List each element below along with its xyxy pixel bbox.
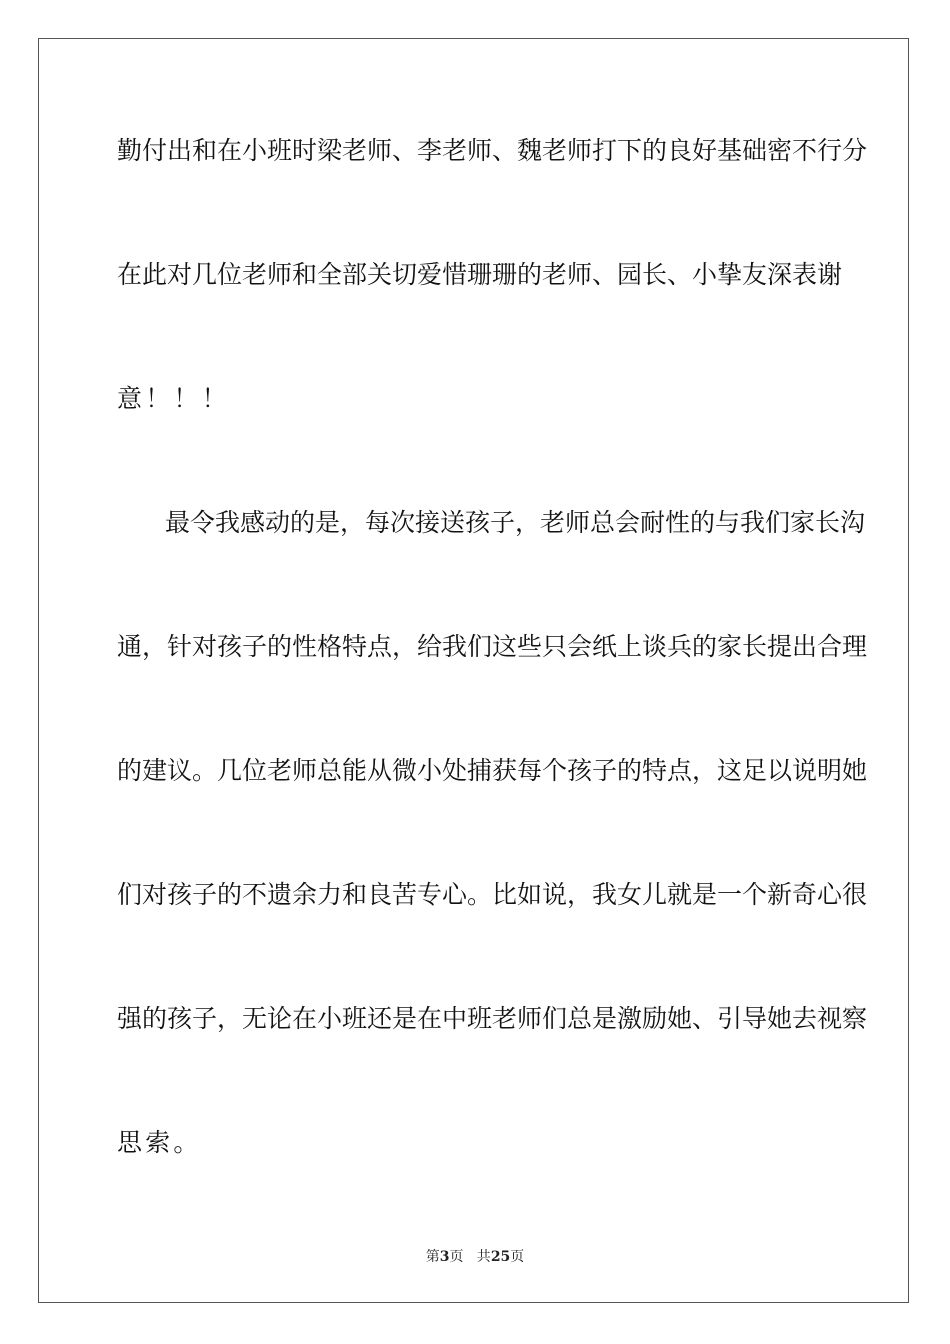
footer-page-mid: 页 共 (449, 1249, 491, 1265)
footer-page-current: 3 (439, 1249, 450, 1265)
text-line-7: 们对孩子的不遗余力和良苦专心。比如说，我女儿就是一个新奇心很 (117, 880, 868, 909)
text-line-3: 意！！！ (117, 384, 230, 413)
text-line-8: 强的孩子，无论在小班还是在中班老师们总是激励她、引导她去视察 (117, 1004, 868, 1033)
footer-page-total: 25 (490, 1249, 511, 1265)
text-line-1: 勤付出和在小班时梁老师、李老师、魏老师打下的良好基础密不行分 (117, 136, 868, 165)
text-line-9: 思索。 (117, 1128, 202, 1157)
footer-page-prefix: 第 (425, 1249, 440, 1265)
footer-page-suffix: 页 (510, 1249, 525, 1265)
text-line-5: 通，针对孩子的性格特点，给我们这些只会纸上谈兵的家长提出合理 (117, 632, 868, 661)
text-line-4: 最令我感动的是，每次接送孩子，老师总会耐性的与我们家长沟 (165, 508, 866, 537)
page-border (38, 38, 909, 1303)
text-line-6: 的建议。几位老师总能从微小处捕获每个孩子的特点，这足以说明她 (117, 756, 868, 785)
page-footer (0, 1248, 950, 1266)
text-line-2: 在此对几位老师和全部关切爱惜珊珊的老师、园长、小挚友深表谢 (117, 260, 843, 289)
